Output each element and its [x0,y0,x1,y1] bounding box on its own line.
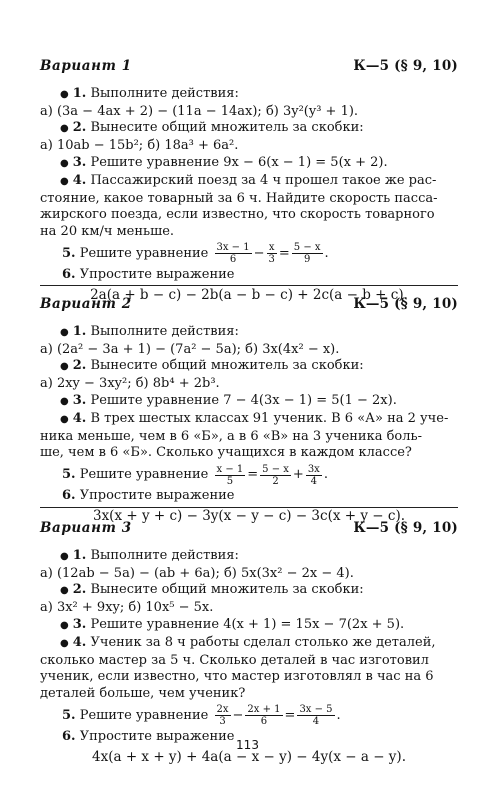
denominator: 6 [229,254,237,266]
task-text: Решите уравнение 4(x + 1) = 15x − 7(2x + 5). [90,616,405,632]
period: . [323,466,328,482]
task-2-items: а) 2xy − 3xy²; б) 8b⁴ + 2b³. [40,376,220,392]
numerator: 2x [216,704,229,716]
operator: − [232,707,244,723]
fraction [215,242,252,265]
task-4-line: ника меньше, чем в 6 «Б», а в 6 «В» на 3 ученика боль- [40,428,422,444]
numerator: 3x [307,463,320,475]
task-2 [40,358,458,376]
denominator: 3 [219,716,226,728]
denominator: 9 [303,254,311,266]
task-number: 2. [72,358,87,374]
task-6-expression: 2a(a + b − c) − 2b(a − b − c) + 2c(a − b + c). [90,286,408,303]
task-2-items: а) 10ab − 15b²; б) 18a³ + 6a². [40,138,239,154]
task-number: 6. [62,488,76,504]
task-text: Упростите выражение [79,266,235,282]
operator: = [247,466,259,482]
task-number: 2. [72,120,87,136]
period: . [324,245,329,261]
task-4-line: ученик, если известно, что мастер изготовлял в час на 6 [40,669,434,685]
operator: = [284,707,296,723]
denominator: 6 [260,716,268,728]
fraction [306,464,322,487]
bullet-icon: ● [60,361,69,373]
denominator: 5 [226,475,234,487]
task-text: Вынесите общий множитель за скобки: [90,358,364,374]
bullet-icon: ● [60,619,69,631]
task-1-items: а) (3a − 4ax + 2) − (11a − 14ax); б) 3y²(y³ + 1). [40,103,359,119]
task-text: Выполните действия: [90,85,239,101]
task-text: Вынесите общий множитель за скобки: [90,120,364,136]
task-3 [40,617,458,635]
numerator: 2x + 1 [247,704,281,716]
numerator: 3x − 5 [299,704,333,716]
task-4-line: сколько мастер за 5 ч. Сколько деталей в час изготовил [40,652,429,668]
task-number: 3. [72,154,87,170]
task-text: В трех шестых классах 91 ученик. В 6 «А» на 2 уче- [90,410,449,426]
task-text: Выполните действия: [90,547,239,563]
task-1-items: а) (12ab − 5a) − (ab + 6a); б) 5x(3x² − 2x − 4). [40,565,354,581]
task-4-line [40,411,458,429]
variant-title: Вариант 1 [40,58,132,74]
task-number: 4. [72,634,87,650]
task-number: 4. [72,172,87,188]
task-2 [40,582,458,600]
fraction [215,464,246,487]
task-number: 2. [72,582,87,598]
task-text: Решите уравнение [79,245,209,261]
bullet-icon: ● [60,550,69,562]
task-text: Пассажирский поезд за 4 ч прошел такое же рас- [90,172,437,188]
operator: − [253,245,265,261]
operator: = [278,245,290,261]
variant-2 [40,296,458,525]
task-4-line [40,173,458,191]
task-4-line: ше, чем в 6 «Б». Сколько учащихся в каждом классе? [40,445,412,461]
divider [40,507,458,508]
bullet-icon: ● [60,326,69,338]
fraction [267,242,277,265]
task-number: 3. [72,616,87,632]
task-6 [40,267,458,284]
operator: + [292,466,304,482]
task-number: 3. [72,392,87,408]
task-4-line: стояние, какое товарный за 6 ч. Найдите скорость пасса- [40,190,438,206]
task-number: 1. [72,323,87,339]
bullet-icon: ● [60,413,69,425]
task-6-expression: 3x(x + y + c) − 3y(x − y − c) − 3c(x + y − c). [92,507,406,524]
task-2 [40,120,458,138]
numerator: 5 − x [293,242,321,254]
bullet-icon: ● [60,395,69,407]
variant-1 [40,58,458,304]
denominator: 2 [272,475,279,487]
task-5 [40,703,458,729]
task-1-items: а) (2a² − 3a + 1) − (7a² − 5a); б) 3x(4x² − x). [40,341,340,357]
page-number: 113 [236,738,259,752]
fraction [215,704,231,727]
task-3 [40,155,458,173]
task-text: Решите уравнение 7 − 4(3x − 1) = 5(1 − 2x). [90,392,397,408]
task-6 [40,488,458,505]
task-number: 5. [62,245,76,261]
task-number: 6. [62,728,76,744]
variant-code: К—5 (§ 9, 10) [353,58,458,74]
task-4-line: на 20 км/ч меньше. [40,224,175,240]
variant-header [40,520,458,537]
variant-header [40,296,458,313]
task-text: Решите уравнение [79,466,209,482]
task-3 [40,393,458,411]
numerator: x [268,242,275,254]
task-number: 1. [72,547,87,563]
task-text: Упростите выражение [79,728,235,744]
task-4-line: деталей больше, чем ученик? [40,686,246,702]
numerator: 5 − x [262,463,289,475]
task-1 [40,86,458,104]
bullet-icon: ● [60,123,69,135]
fraction [245,704,282,727]
variant-code: К—5 (§ 9, 10) [353,520,458,536]
task-text: Вынесите общий множитель за скобки: [90,582,364,598]
task-number: 5. [62,466,76,482]
fraction [292,242,323,265]
bullet-icon: ● [60,88,69,100]
fraction [260,464,291,487]
task-number: 6. [62,266,76,282]
denominator: 3 [268,254,275,266]
variant-title: Вариант 2 [40,296,132,312]
fraction [297,704,334,727]
numerator: 3x − 1 [216,242,250,254]
task-4-line: жирского поезда, если известно, что скорость товарного [40,207,435,223]
task-5 [40,462,458,488]
task-number: 4. [72,410,87,426]
task-text: Решите уравнение [79,707,209,723]
variant-title: Вариант 3 [40,520,132,536]
task-2-items: а) 3x² + 9xy; б) 10x⁵ − 5x. [40,600,214,616]
bullet-icon: ● [60,157,69,169]
bullet-icon: ● [60,585,69,597]
period: . [336,707,341,723]
divider [40,285,458,286]
task-number: 5. [62,707,76,723]
variant-code: К—5 (§ 9, 10) [353,296,458,312]
task-text: Решите уравнение 9x − 6(x − 1) = 5(x + 2). [90,154,388,170]
task-text: Ученик за 8 ч работы сделал столько же деталей, [90,634,436,650]
denominator: 4 [310,475,317,487]
task-5 [40,241,458,267]
task-1 [40,548,458,566]
variant-3 [40,520,458,766]
task-text: Выполните действия: [90,323,239,339]
task-4-line [40,635,458,653]
bullet-icon: ● [60,175,69,187]
bullet-icon: ● [60,637,69,649]
task-number: 1. [72,85,87,101]
denominator: 4 [312,716,320,728]
variant-header [40,58,458,75]
task-1 [40,324,458,342]
task-text: Упростите выражение [79,488,235,504]
task-6-expression: 4x(a + x + y) + 4a(a − x − y) − 4y(x − a − y). [92,748,406,765]
numerator: x − 1 [216,463,244,475]
